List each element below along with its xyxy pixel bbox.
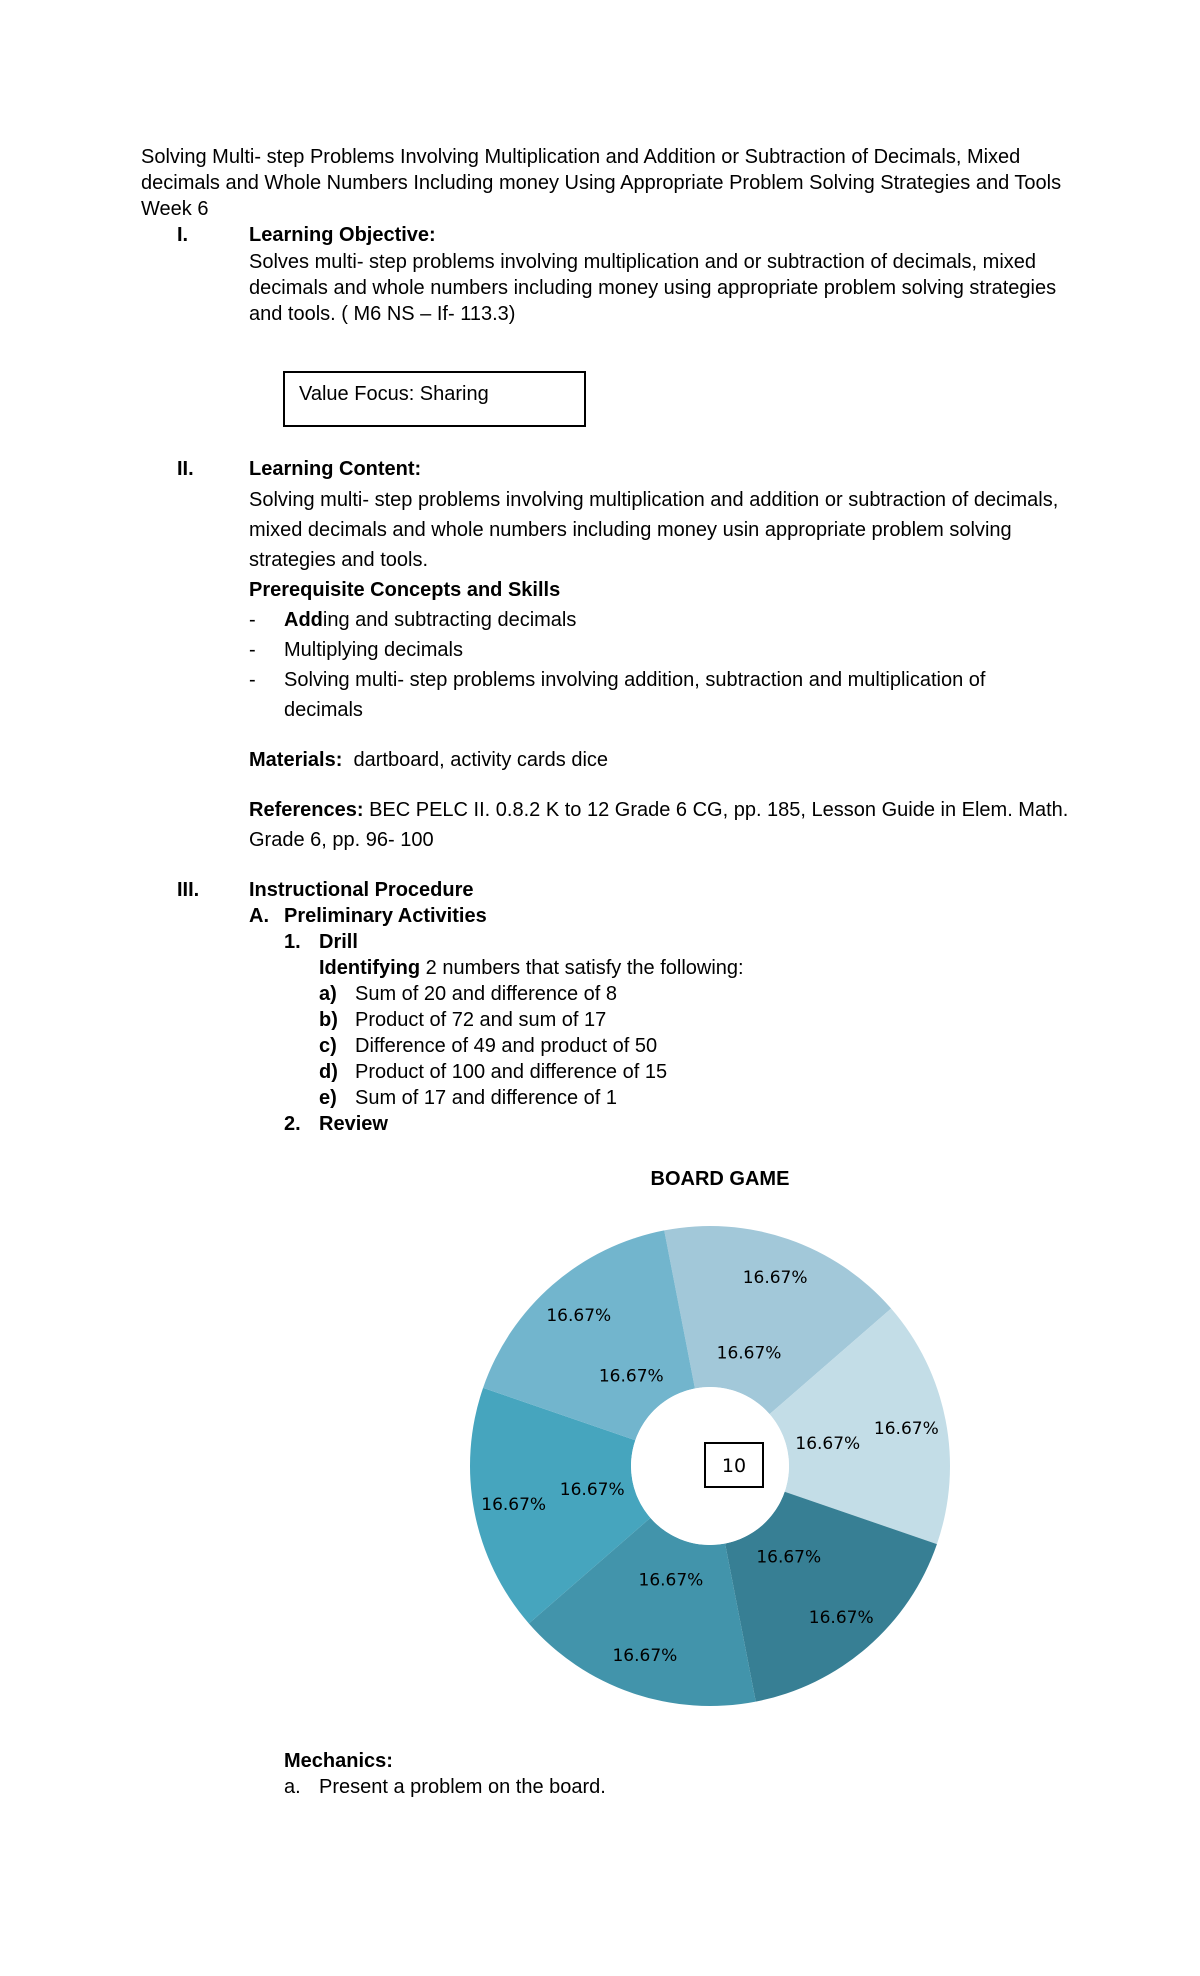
prereq-rest: ing and subtracting decimals <box>322 609 577 631</box>
section-1-numeral: I. <box>177 224 189 246</box>
chart-title: BOARD GAME <box>650 1168 790 1190</box>
materials-text: dartboard, activity cards dice <box>342 749 609 771</box>
section-2-numeral: II. <box>177 458 194 480</box>
inner-ring-label: 16.67% <box>795 1434 861 1455</box>
item-1-number: 1. <box>284 931 301 953</box>
drill-item-text: Product of 72 and sum of 17 <box>355 1009 607 1031</box>
inner-ring-label: 16.67% <box>638 1570 704 1591</box>
mechanics-heading: Mechanics: <box>284 1750 393 1772</box>
content-line: mixed decimals and whole numbers including money usin appropriate problem solving <box>249 519 1012 541</box>
bullet-dash: - <box>249 669 256 691</box>
drill-item-text: Product of 100 and difference of 15 <box>355 1061 668 1083</box>
outer-ring-label: 16.67% <box>873 1418 939 1439</box>
references-text: BEC PELC II. 0.8.2 K to 12 Grade 6 CG, pp. 185, Lesson Guide in Elem. Math. <box>363 799 1069 821</box>
identify-bold: Identifying <box>319 957 421 979</box>
inner-ring-label: 16.67% <box>598 1366 664 1387</box>
item-2-number: 2. <box>284 1113 301 1135</box>
title-line: decimals and Whole Numbers Including money Using Appropriate Problem Solving Strategies and Tools <box>141 172 1062 194</box>
inner-ring-label: 16.67% <box>716 1343 782 1364</box>
drill-item-label: b) <box>319 1009 338 1031</box>
section-2-heading: Learning Content: <box>249 458 422 480</box>
drill-heading: Drill <box>319 931 358 953</box>
prereq-rest: Solving multi- step problems involving addition, subtraction and multiplication of <box>284 669 986 691</box>
drill-item-label: c) <box>319 1035 337 1057</box>
center-label: 10 <box>721 1455 747 1477</box>
drill-item-label: e) <box>319 1087 337 1109</box>
mechanics-item-label: a. <box>284 1776 301 1798</box>
mechanics-item-text: Present a problem on the board. <box>319 1776 606 1798</box>
content-line: Solving multi- step problems involving multiplication and addition or subtraction of decimals, <box>249 489 1059 511</box>
drill-item-label: d) <box>319 1061 338 1083</box>
prereq-heading: Prerequisite Concepts and Skills <box>249 579 561 601</box>
outer-ring-label: 16.67% <box>612 1646 678 1667</box>
section-3-heading: Instructional Procedure <box>249 879 474 901</box>
objective-line: Solves multi- step problems involving multiplication and or subtraction of decimals, mixed <box>249 251 1037 273</box>
inner-ring-label: 16.67% <box>559 1479 625 1500</box>
sub-a-letter: A. <box>249 905 269 927</box>
prereq-item-cont: decimals <box>284 699 363 721</box>
section-3-numeral: III. <box>177 879 200 901</box>
identify-rest: 2 numbers that satisfy the following: <box>420 957 744 979</box>
materials-label: Materials: <box>249 749 343 771</box>
section-1-heading: Learning Objective: <box>249 224 436 246</box>
drill-item-text: Sum of 20 and difference of 8 <box>355 983 618 1005</box>
prereq-bold: Add <box>284 609 323 631</box>
content-line: strategies and tools. <box>249 549 428 571</box>
outer-ring-label: 16.67% <box>481 1495 547 1516</box>
outer-ring-label: 16.67% <box>546 1306 612 1327</box>
title-line: Solving Multi- step Problems Involving Multiplication and Addition or Subtraction of Decimals, Mixed <box>141 146 1021 168</box>
objective-line: decimals and whole numbers including money using appropriate problem solving strategies <box>249 277 1057 299</box>
drill-item-text: Sum of 17 and difference of 1 <box>355 1087 618 1109</box>
sub-a-heading: Preliminary Activities <box>284 905 487 927</box>
outer-ring-label: 16.67% <box>808 1607 874 1628</box>
drill-item-text: Difference of 49 and product of 50 <box>355 1035 658 1057</box>
title-line: Week 6 <box>141 198 209 220</box>
drill-item-label: a) <box>319 983 337 1005</box>
inner-ring-label: 16.67% <box>756 1547 822 1568</box>
prereq-rest: Multiplying decimals <box>284 639 463 661</box>
outer-ring-label: 16.67% <box>742 1267 808 1288</box>
review-heading: Review <box>319 1113 388 1135</box>
references-label: References: <box>249 799 364 821</box>
bullet-dash: - <box>249 639 256 661</box>
bullet-dash: - <box>249 609 256 631</box>
references-line-2: Grade 6, pp. 96- 100 <box>249 829 434 851</box>
objective-line: and tools. ( M6 NS – If- 113.3) <box>249 303 516 325</box>
value-focus-text: Value Focus: Sharing <box>299 383 489 405</box>
